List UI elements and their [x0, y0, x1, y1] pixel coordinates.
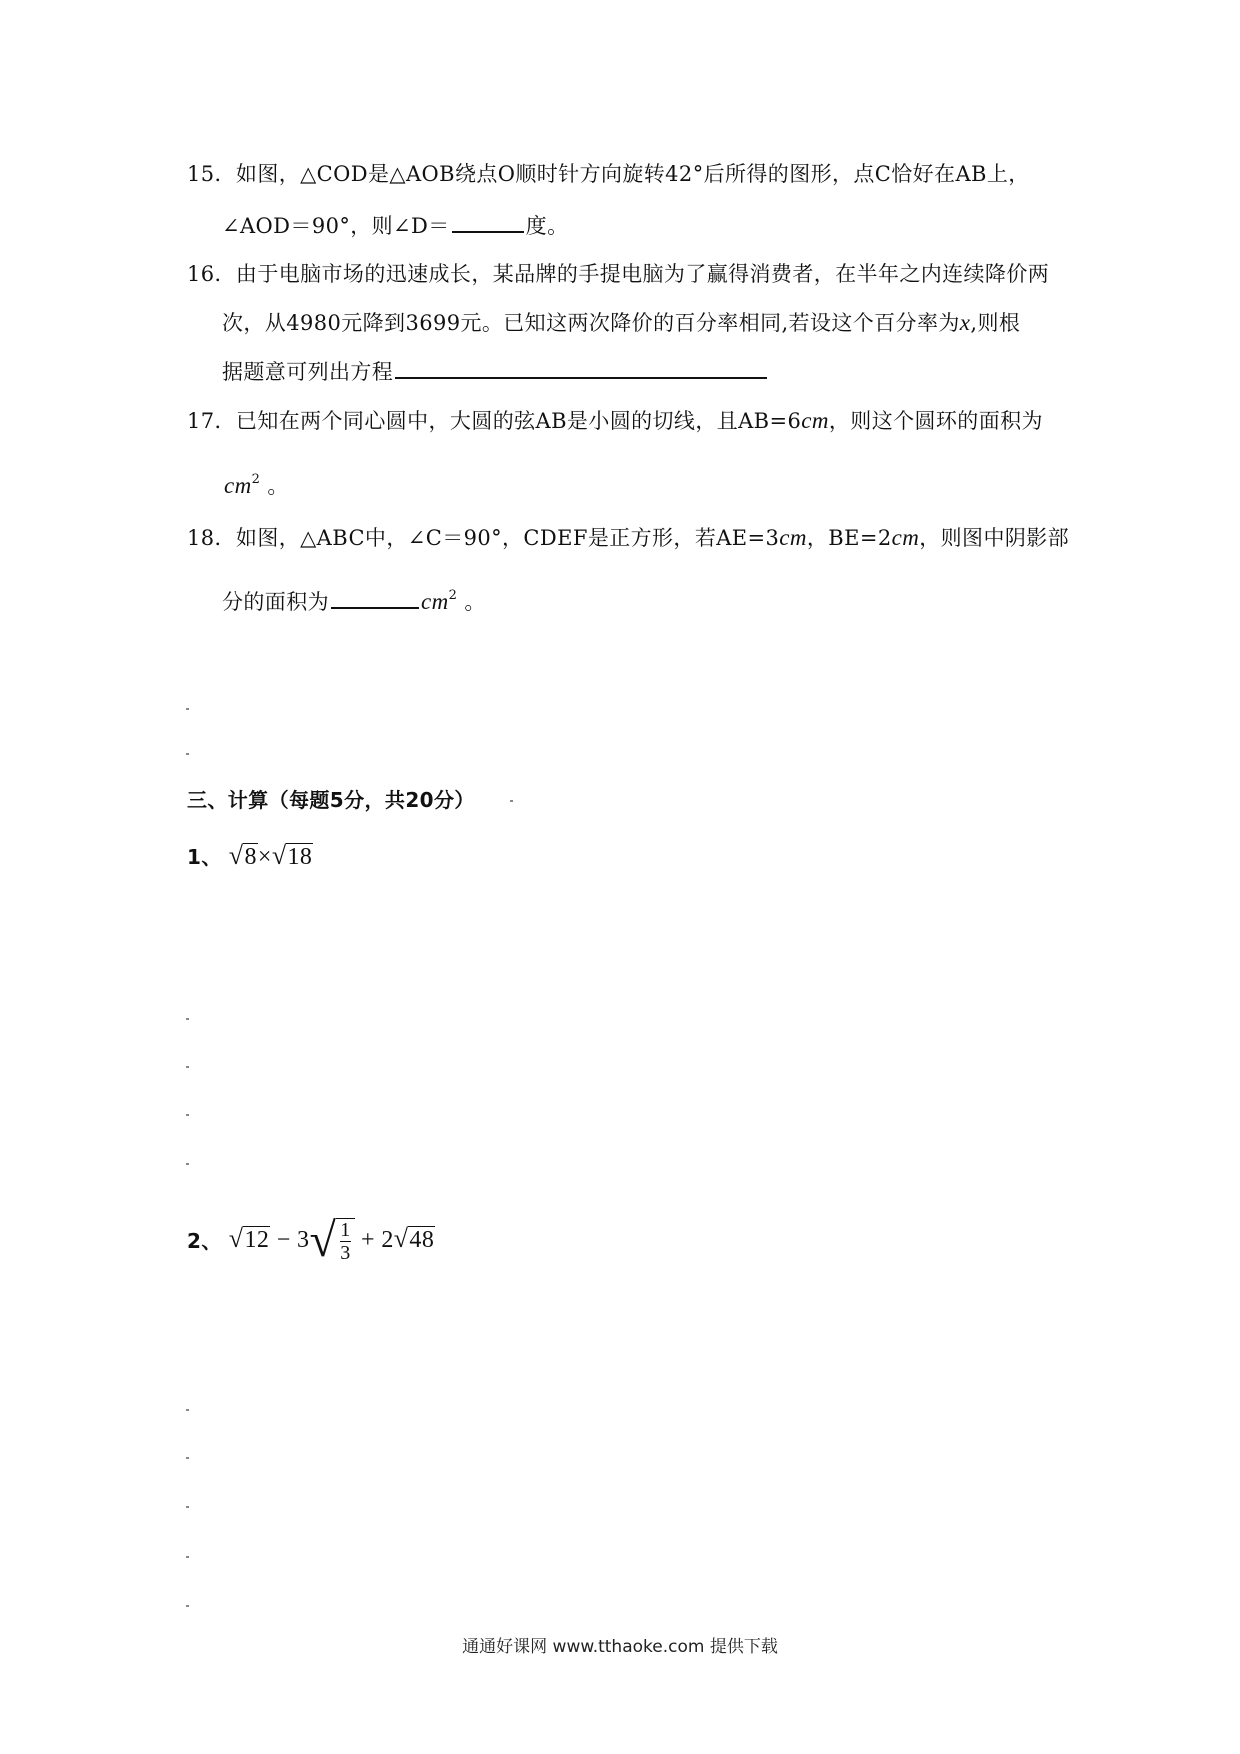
q18-line2: 分的面积为 $cm^2$ 。: [222, 588, 486, 614]
scan-speck: [186, 1018, 189, 1020]
q18-answer-blank: [331, 589, 419, 609]
calc-1-number: 1、: [187, 845, 222, 869]
calc-1-expression: √8×√18: [228, 841, 313, 870]
scan-speck: [186, 753, 189, 755]
section-3-title: 三、计算（每题5分，共20分）: [187, 788, 475, 812]
sqrt-18: √18: [271, 841, 313, 870]
calc-2-expression: √12 − 3√ $\frac{1}{3}$ + 2√48: [228, 1214, 435, 1267]
q15-answer-blank: [452, 213, 524, 233]
q18-line1: 18．如图，△ABC中，∠C＝90°，CDEF是正方形，若AE=3cm，BE=2cm，则图中阴影部: [187, 525, 1070, 550]
scan-speck: [186, 1556, 189, 1558]
sqrt-48: √48: [393, 1223, 435, 1253]
q16-line3: 据题意可列出方程: [222, 358, 769, 386]
sqrt-one-third: √ $\frac{1}{3}$: [309, 1218, 354, 1264]
scan-speck: [186, 1066, 189, 1068]
page-footer: 通通好课网 www.tthaoke.com 提供下载: [462, 1637, 778, 1657]
scan-speck: [186, 1114, 189, 1116]
q16-answer-blank: [395, 359, 767, 379]
scan-speck: [186, 1457, 189, 1459]
calc-1: [187, 842, 313, 871]
q17-line2: $cm^2$ 。: [224, 472, 289, 498]
scan-speck: [186, 1409, 189, 1411]
calc-2: [187, 1214, 435, 1278]
scan-speck: [186, 1163, 189, 1165]
q16-line1: 16．由于电脑市场的迅速成长，某品牌的手提电脑为了赢得消费者，在半年之内连续降价两: [187, 262, 1050, 286]
sqrt-8: √8: [228, 841, 257, 870]
q15-line1: 15．如图，△COD是△AOB绕点O顺时针方向旋转42°后所得的图形，点C恰好在AB上，: [187, 162, 1030, 186]
sqrt-12: √12: [228, 1223, 270, 1253]
q17-line1: 17．已知在两个同心圆中，大圆的弦AB是小圆的切线，且AB=6cm，则这个圆环的面积为: [187, 408, 1043, 433]
q15-line2: ∠AOD＝90°，则∠D＝ 度。: [222, 214, 569, 238]
scan-speck: [186, 1506, 189, 1508]
q16-line2: 次，从4980元降到3699元。已知这两次降价的百分率相同,若设这个百分率为x,则根: [222, 310, 1021, 335]
scan-speck: [186, 708, 189, 710]
calc-2-number: 2、: [187, 1229, 222, 1253]
scan-speck: [510, 800, 513, 802]
scan-speck: [186, 1605, 189, 1607]
